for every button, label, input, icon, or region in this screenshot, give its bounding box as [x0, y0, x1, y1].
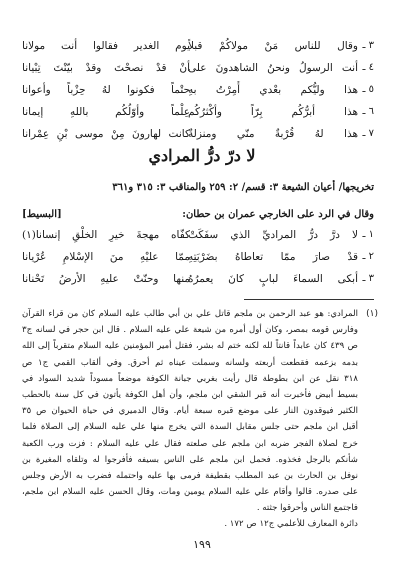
footnote-number: (١)	[366, 309, 378, 319]
poem-verse-1	[22, 226, 374, 248]
top-verse-4	[22, 59, 374, 81]
footnote-line: الكثير فيوقدون النار على موضع قبره سبعة أيام. وقال الدميري في حياة الحيوان ص ٣٥	[22, 406, 358, 417]
verse-first-hemistich: هذا وليُّكم بعْدي أُمِرْتُ بهِ	[188, 84, 358, 96]
verse-number: ١ ـ	[362, 229, 374, 240]
footnote-line: ٣١٨ نقل عن ابن بطوطة قال رأيت بغربي جبانة الكوفة موضعاً مسوداً شديد السواد في	[22, 373, 358, 384]
verse-number: ٣ ـ	[362, 40, 374, 51]
footnote	[22, 306, 358, 533]
footnote-line: شأنكم بالرجل فخذوه. فحمل ابن ملجم على الناس بسيفه فأفرجوا له وتلقاه المغيرة بن	[22, 454, 358, 465]
footnote-source: دائرة المعارف للأعلمي ج١٢ ص ١٧٢ .	[224, 519, 358, 530]
verse-number: ٧ ـ	[362, 128, 374, 139]
footnote-line: المرادي: هو عبد الرحمن بن ملجم قاتل علي بن أبي طالب عليه السلام كان من قراء القرآن	[22, 309, 358, 319]
verse-number: ٣ ـ	[362, 273, 374, 284]
verse-second-hemistich: ممّا عليْهِ منَ الإسْلامِ عُرْيانا	[22, 251, 190, 263]
verse-second-hemistich: كفّاه مهجةَ خيرِ الخلْقِ إنسانا(١)	[22, 229, 190, 241]
poem-meter: [البسيط]	[22, 209, 62, 220]
verse-first-hemistich: أبكى السماءَ لبابٍ كانَ يعمرُهُ	[188, 273, 358, 285]
footnote-line: على صدره. قالوا وأقام علي عليه السلام يومين ومات، وقال الحسن عليه السلام ابن ملجم،	[22, 487, 358, 498]
footnote-line: نوفل بن الحارث بن عبد المطلب بقطيفة فرمى بها عليه واحتمله فضرب به الأرض وجلس	[22, 470, 358, 481]
verse-second-hemistich: حتْماً فكونوا لهُ حِزْباً وأعوانا	[22, 84, 190, 96]
poem-introduction: وقال في الرد على الخارجي عمران بن حطان:	[182, 209, 374, 220]
footnote-line: خرج لصلاة الفجر ضربه ابن ملجم على صلعته فقال علي عليه السلام : فزت ورب الكعبة	[22, 438, 358, 449]
source-references: تخريجها/ أعيان الشيعة ٣: قسم/ ٢: ٢٥٩ والمناقب ٣: ٣١٥ و٣٦١	[112, 182, 374, 193]
verse-first-hemistich: أنت الرسولُ ونحنُ الشاهدونَ على	[188, 62, 358, 74]
footnote-line: وفارس قومه بمصر، وكان أول أمره من شيعة علي عليه السلام . قال ابن حجر في لسانه ج٣	[22, 325, 358, 336]
verse-second-hemistich: أنْ قدْ نصحْتَ وقدْ بيّنْتَ تِبْيانا	[22, 62, 190, 74]
top-verse-6	[22, 103, 374, 125]
verse-second-hemistich: كانت لهارونَ مِنْ موسى بْنِ عِمْرانا	[22, 128, 190, 140]
footnote-line: ص ٤٣٩ كان عابداً قانتاً لله لكنه ختم له بشر، فقتل أمير المؤمنين عليه السلام متقرباً إلى الله	[22, 341, 358, 352]
footnote-line: بدمه بزعمه فقطعت أربعته ولسانه وسملت عيناه ثم أحرق. وفي ألقاب القمي ج١ ص	[22, 357, 358, 368]
verse-number: ٤ ـ	[362, 62, 374, 73]
verse-first-hemistich: وقال للناس مَنْ مولاكُمْ قبلاً	[188, 40, 358, 52]
verse-number: ٥ ـ	[362, 84, 374, 95]
poem-title: لا درّ درُّ المرادي	[148, 146, 256, 165]
verse-number: ٦ ـ	[362, 106, 374, 117]
verse-second-hemistich: منها وحنّتْ عليهِ الأرضُ تَحْنانا	[22, 273, 190, 285]
verse-first-hemistich: هذا لهُ قُرْبةٌ منّي ومنزلةٌ	[188, 128, 358, 140]
footnote-line: أقبل ابن ملجم حتى جلس مقابل السدة التي يخرج منها علي عليه السلام إلى الصلاة فلما	[22, 422, 358, 433]
footnote-line: فاجتمع الناس وأحرقوا جثته .	[256, 503, 358, 514]
verse-first-hemistich: لا درَّ درُّ المراديِّ الذي سفَكَتْ	[188, 229, 358, 241]
footnote-line: بسيط أبيض فأخبرت أنه قبر الشقي ابن ملجم، وأن أهل الكوفة يأتون في كل سنة بالحطب	[22, 389, 358, 400]
poem-verse-3	[22, 270, 374, 292]
verse-number: ٢ ـ	[362, 251, 374, 262]
top-verse-5	[22, 81, 374, 103]
verse-first-hemistich: هذا أبرُّكُم بِرّاً وأكْثرُكُم	[188, 106, 358, 118]
page-number: ١٩٩	[193, 538, 211, 551]
top-verse-3	[22, 37, 374, 59]
verse-second-hemistich: عِلْماً وأوّلُكُم باللهِ إيمانا	[22, 106, 190, 118]
poem-verse-2	[22, 248, 374, 270]
footnote-separator	[244, 299, 374, 300]
verse-second-hemistich: يوم الغدير فقالوا أنت مولانا	[22, 40, 190, 52]
verse-first-hemistich: قدْ صارَ ممّا تعاطاهُ بضَرْبَتِهِ	[188, 251, 358, 263]
